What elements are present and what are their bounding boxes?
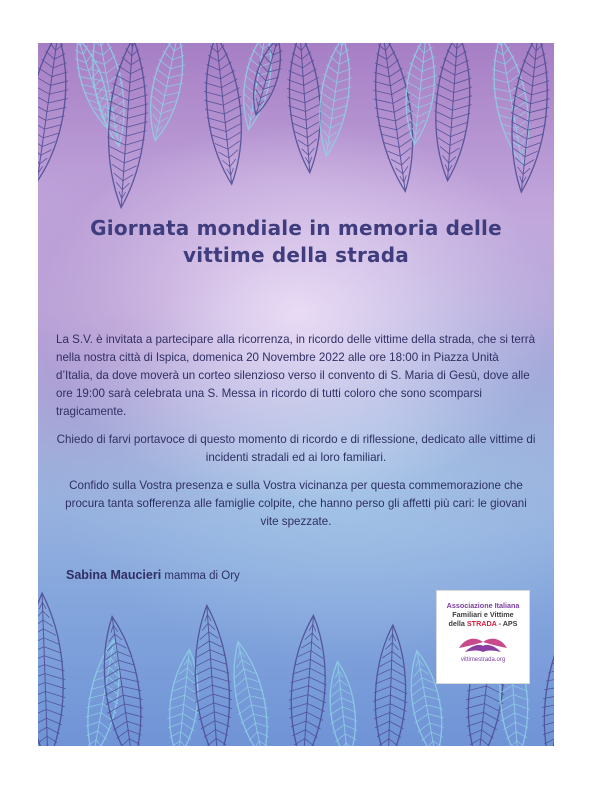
memorial-poster bbox=[38, 43, 554, 746]
leaf-22 bbox=[324, 660, 361, 746]
leaf-18 bbox=[163, 648, 205, 746]
logo-line-1: Associazione Italiana bbox=[446, 601, 520, 610]
logo-line-3a: della bbox=[448, 619, 467, 628]
leaf-17 bbox=[94, 614, 152, 746]
signature-name: Sabina Maucieri bbox=[66, 568, 162, 582]
leaf-19 bbox=[188, 604, 236, 746]
logo-url: vittimestrada.org bbox=[460, 657, 506, 663]
leaf-0 bbox=[38, 43, 76, 184]
invitation-paragraph: La S.V. è invitata a partecipare alla ricorrenza, in ricordo delle vittime della strada, che si terrà nella nostra città di Ispica, domenica 20 Novembre 2022 alle ore 18:00 in Piazza Unità d’Italia, da dove moverà un corteo silenzioso verso il convento di S. Maria di Gesù, dove alle ore 19:00 sarà celebrata una S. Messa in ricordo di tutti coloro che sono scomparsi tragicamente. bbox=[56, 333, 536, 418]
logo-line-3c: - APS bbox=[496, 619, 518, 628]
reflection-paragraph: Chiedo di farvi portavoce di questo momento di ricordo e di riflessione, dedicato alle vittime di incidenti stradali ed ai loro familiari. bbox=[56, 433, 536, 464]
poster-body bbox=[56, 331, 536, 541]
leaf-16 bbox=[78, 637, 129, 746]
leaf-23 bbox=[371, 624, 410, 746]
poster-title bbox=[38, 215, 554, 269]
leaf-15 bbox=[38, 592, 68, 746]
association-logo bbox=[436, 590, 530, 684]
leaf-11 bbox=[483, 43, 539, 168]
title-line-1: Giornata mondiale in memoria delle bbox=[90, 216, 502, 240]
leaf-8 bbox=[364, 43, 423, 194]
logo-strada: STRADA bbox=[466, 619, 497, 628]
leaf-4 bbox=[197, 43, 250, 186]
leaf-13 bbox=[67, 43, 119, 132]
presence-paragraph: Confido sulla Vostra presenza e sulla Vostra vicinanza per questa commemorazione che procura tanta sofferenza alle famiglie colpite, che hanno perso gli affetti più cari: le giovani vite spezzate. bbox=[65, 479, 527, 528]
signature-role: mamma di Ory bbox=[164, 570, 240, 582]
leaf-20 bbox=[223, 638, 278, 746]
leaf-9 bbox=[399, 43, 441, 146]
logo-line-3 bbox=[437, 619, 529, 628]
title-line-2: vittime della strada bbox=[183, 243, 409, 267]
leaf-3 bbox=[140, 43, 193, 144]
leaf-27 bbox=[532, 604, 554, 746]
logo-hands-icon bbox=[455, 630, 511, 656]
logo-line-2: Familiari e Vittime bbox=[452, 610, 514, 619]
leaf-21 bbox=[284, 614, 332, 746]
leaf-2 bbox=[101, 43, 153, 209]
signature bbox=[66, 568, 240, 582]
leaf-10 bbox=[429, 43, 477, 182]
